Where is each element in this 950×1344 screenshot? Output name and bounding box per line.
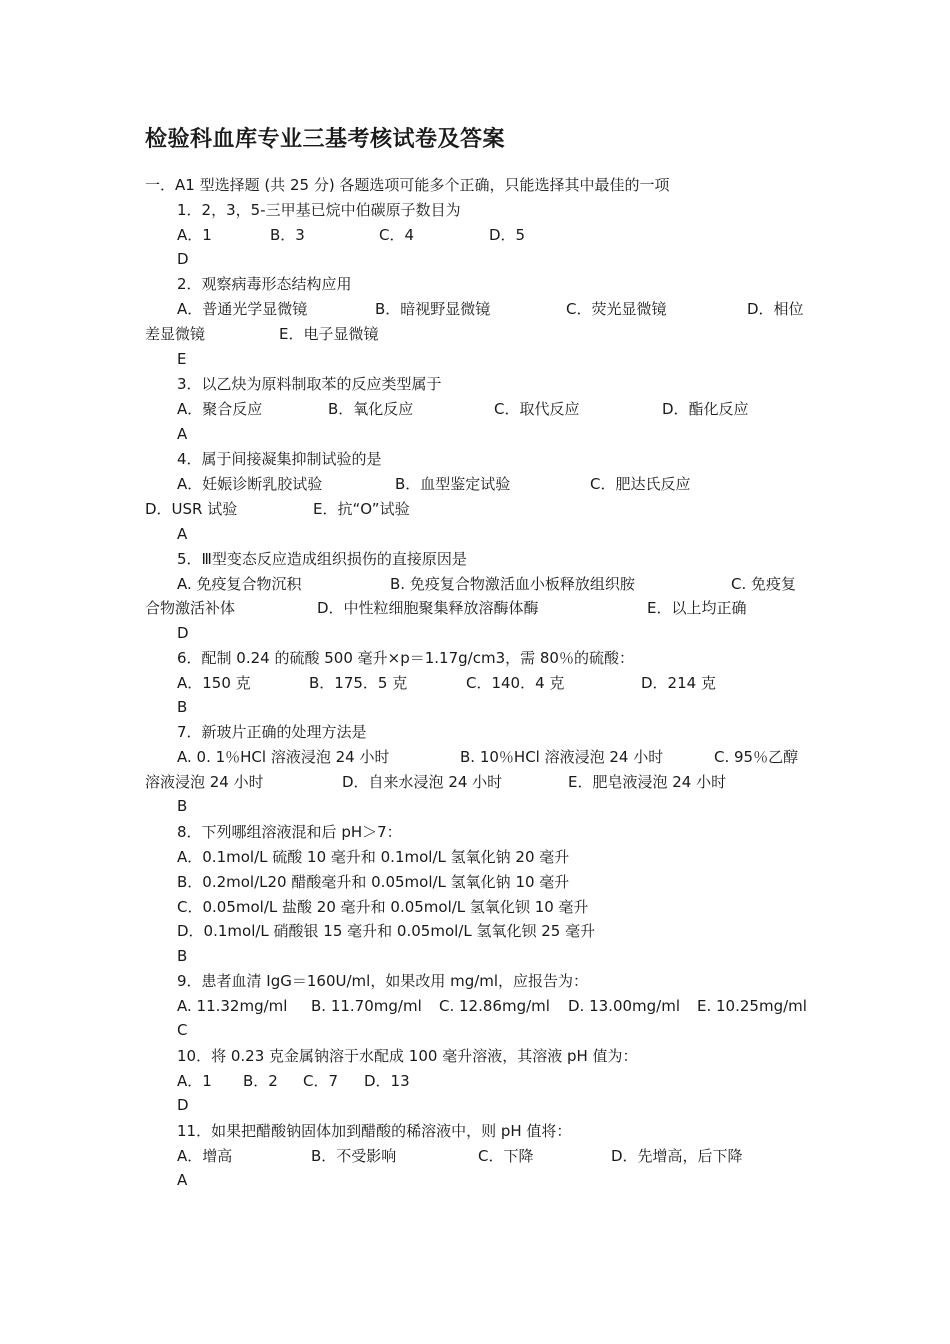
answer: B <box>177 947 188 965</box>
question-stem: 11．如果把醋酸钠固体加到醋酸的稀溶液中，则 pH 值将： <box>177 1122 572 1140</box>
option: B．暗视野显微镜 <box>375 300 491 318</box>
option: A．妊娠诊断乳胶试验 <box>177 475 323 493</box>
option: D. 13.00mg/ml <box>568 997 680 1015</box>
option: A．0.1mol/L 硫酸 10 毫升和 0.1mol/L 氢氧化钠 20 毫升 <box>177 848 570 866</box>
option: A. 11.32mg/ml <box>177 997 288 1015</box>
option: A．1 <box>177 226 212 244</box>
option: 溶液浸泡 24 小时 <box>145 773 264 791</box>
option: E．以上均正确 <box>647 599 747 617</box>
option: D．酯化反应 <box>662 400 749 418</box>
question-stem: 2．观察病毒形态结构应用 <box>177 275 352 293</box>
option: B．2 <box>243 1072 278 1090</box>
option: D．USR 试验 <box>145 500 238 518</box>
option: C．4 <box>379 226 415 244</box>
page-title: 检验科血库专业三基考核试卷及答案 <box>145 127 506 152</box>
option: A．增高 <box>177 1147 233 1165</box>
question-stem: 9．患者血清 IgG＝160U/ml，如果改用 mg/ml，应报告为： <box>177 972 589 990</box>
option: B．不受影响 <box>311 1147 397 1165</box>
option: C．肥达氏反应 <box>590 475 691 493</box>
option: A．1 <box>177 1072 212 1090</box>
option: D．5 <box>489 226 526 244</box>
option: D．自来水浸泡 24 小时 <box>342 773 503 791</box>
option: B．175．5 克 <box>309 674 408 692</box>
option: D．0.1mol/L 硝酸银 15 毫升和 0.05mol/L 氢氧化钡 25 毫升 <box>177 922 596 940</box>
answer: A <box>177 1171 188 1189</box>
option: 合物激活补体 <box>145 599 236 617</box>
question-stem: 3．以乙炔为原料制取苯的反应类型属于 <box>177 375 442 393</box>
option: D．先增高，后下降 <box>611 1147 743 1165</box>
option: D．相位 <box>747 300 804 318</box>
option: B．氧化反应 <box>328 400 414 418</box>
answer: E <box>177 350 187 368</box>
option: A. 0. 1％HCl 溶液浸泡 24 小时 <box>177 748 390 766</box>
option: C. 免疫复 <box>731 575 797 593</box>
option: D．13 <box>364 1072 410 1090</box>
option: C．下降 <box>478 1147 534 1165</box>
option: C．荧光显微镜 <box>566 300 667 318</box>
option: E．抗“O”试验 <box>313 500 410 518</box>
option: C．取代反应 <box>494 400 580 418</box>
question-stem: 8．下列哪组溶液混和后 pH＞7： <box>177 823 402 841</box>
option: C．0.05mol/L 盐酸 20 毫升和 0.05mol/L 氢氧化钡 10 毫升 <box>177 898 589 916</box>
option: A．150 克 <box>177 674 251 692</box>
option: B．3 <box>270 226 305 244</box>
answer: B <box>177 797 188 815</box>
option: B. 免疫复合物激活血小板释放组织胺 <box>390 575 635 593</box>
option: A．普通光学显微镜 <box>177 300 308 318</box>
option: C. 95％乙醇 <box>714 748 799 766</box>
question-stem: 6．配制 0.24 的硫酸 500 毫升×p＝1.17g/cm3，需 80％的硫酸： <box>177 649 634 667</box>
answer: A <box>177 525 188 543</box>
question-stem: 5．Ⅲ型变态反应造成组织损伤的直接原因是 <box>177 550 467 568</box>
option: B．0.2mol/L20 醋酸毫升和 0.05mol/L 氢氧化钠 10 毫升 <box>177 873 570 891</box>
option: C．140．4 克 <box>466 674 565 692</box>
answer: C <box>177 1021 188 1039</box>
option: B．血型鉴定试验 <box>395 475 511 493</box>
question-stem: 4．属于间接凝集抑制试验的是 <box>177 450 382 468</box>
answer: A <box>177 425 188 443</box>
option: B. 10％HCl 溶液浸泡 24 小时 <box>460 748 664 766</box>
section-heading: 一．A1 型选择题 (共 25 分) 各题选项可能多个正确，只能选择其中最佳的一项 <box>145 176 670 194</box>
answer: D <box>177 250 189 268</box>
option: B. 11.70mg/ml <box>311 997 422 1015</box>
option: C. 12.86mg/ml <box>439 997 550 1015</box>
option: A．聚合反应 <box>177 400 263 418</box>
option: C．7 <box>303 1072 339 1090</box>
option: D．中性粒细胞聚集释放溶酶体酶 <box>317 599 539 617</box>
question-stem: 1．2，3，5-三甲基已烷中伯碳原子数目为 <box>177 201 461 219</box>
answer: B <box>177 698 188 716</box>
option: A. 免疫复合物沉积 <box>177 575 302 593</box>
answer: D <box>177 1096 189 1114</box>
question-stem: 10．将 0.23 克金属钠溶于水配成 100 毫升溶液，其溶液 pH 值为： <box>177 1047 638 1065</box>
option: 差显微镜 <box>145 325 206 343</box>
option: E．肥皂液浸泡 24 小时 <box>568 773 727 791</box>
answer: D <box>177 624 189 642</box>
option: E．电子显微镜 <box>279 325 379 343</box>
option: E. 10.25mg/ml <box>697 997 807 1015</box>
question-stem: 7．新玻片正确的处理方法是 <box>177 723 367 741</box>
option: D．214 克 <box>641 674 716 692</box>
